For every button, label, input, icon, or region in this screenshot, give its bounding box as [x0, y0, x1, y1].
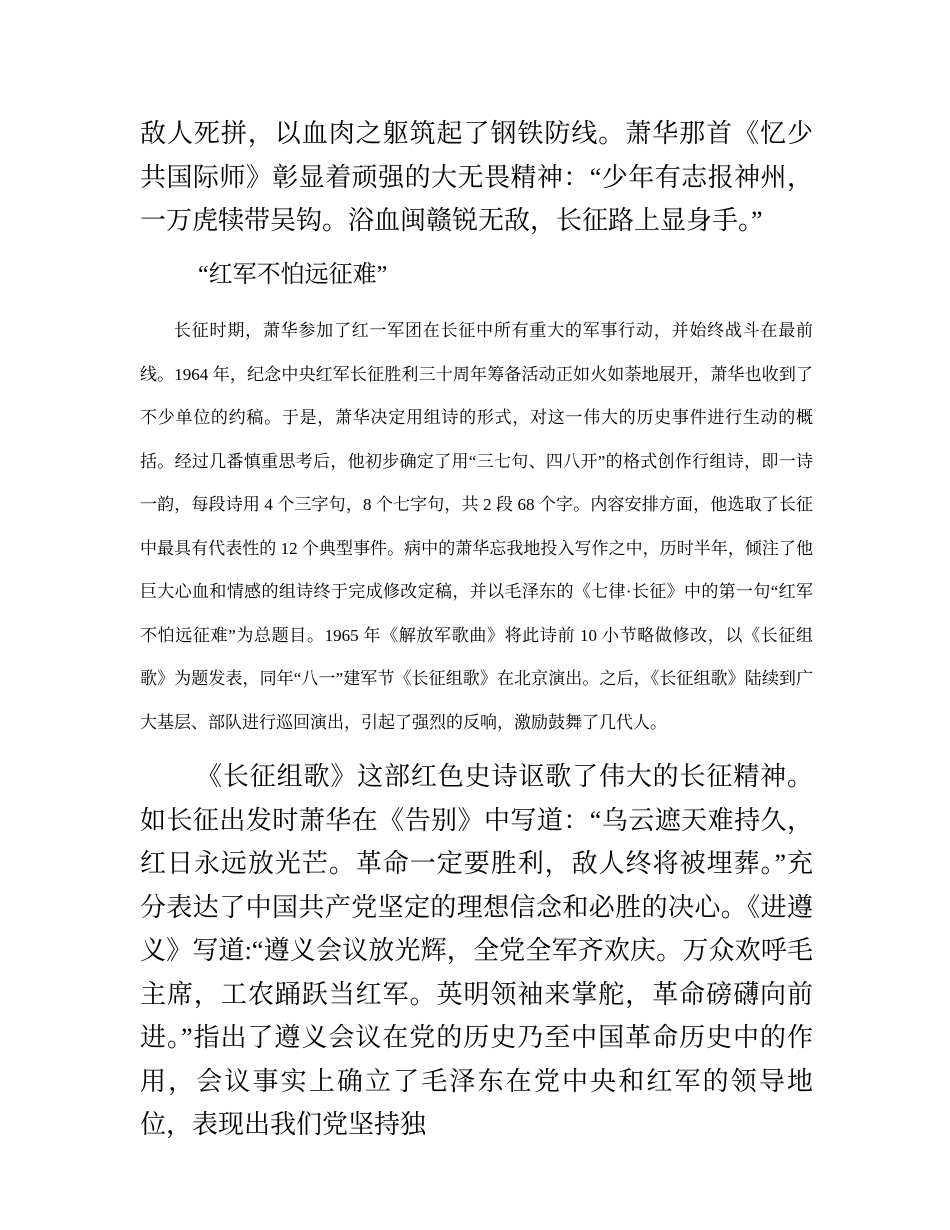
- section-heading: “红军不怕远征难”: [198, 262, 388, 288]
- closing-paragraph: 《长征组歌》这部红色史诗讴歌了伟大的长征精神。如长征出发时萧华在《告别》中写道：“乌云遮天难持久，红日永远放光芒。革命一定要胜利，敌人终将被埋葬。”充分表达了中国共产党坚定的理想信念和必胜的决心。《进遵义》写道:“遵义会议放光辉，全党全军齐欢庆。万众欢呼毛主席，工农踊跃当红军。英明领袖来掌舵，革命磅礴向前进。”指出了遵义会议在党的历史乃至中国革命历史中的作用，会议事实上确立了毛泽东在党中央和红军的领导地位，表现出我们党坚持独: [140, 762, 813, 1139]
- body-paragraph: 长征时期，萧华参加了红一军团在长征中所有重大的军事行动，并始终战斗在最前线。1964 年，纪念中央红军长征胜利三十周年筹备活动正如火如荼地展开，萧华也收到了不少单位的约稿。于是，萧华决定用组诗的形式，对这一伟大的历史事件进行生动的概括。经过几番慎重思考后，他初步确定了用“三七句、四八开”的格式创作行组诗，即一诗一韵，每段诗用 4 个三字句，8 个七字句，共 2 段 68 个字。内容安排方面，他选取了长征中最具有代表性的 12 个典型事件。病中的萧华忘我地投入写作之中，历时半年，倾注了他巨大心血和情感的组诗终于完成修改定稿，并以毛泽东的《七律·长征》中的第一句“红军不怕远征难”为总题目。1965 年《解放军歌曲》将此诗前 10 小节略做修改，以《长征组歌》为题发表，同年“八一”建军节《长征组歌》在北京演出。之后，《长征组歌》陆续到广大基层、部队进行巡回演出，引起了强烈的反响，激励鼓舞了几代人。: [140, 321, 813, 732]
- lead-paragraph: 敌人死拼，以血肉之躯筑起了钢铁防线。萧华那首《忆少共国际师》彰显着顽强的大无畏精神：“少年有志报神州，一万虎犊带吴钩。浴血闽赣锐无敌，长征路上显身手。”: [140, 119, 813, 235]
